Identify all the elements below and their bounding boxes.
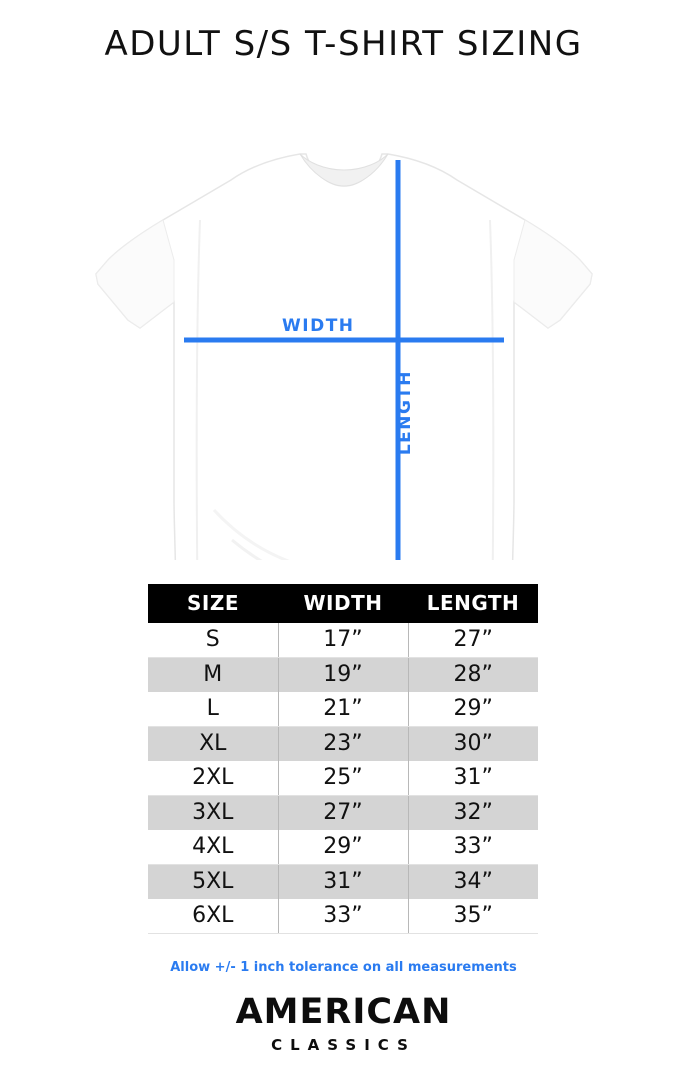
cell-width: 33” (278, 899, 408, 934)
cell-length: 30” (408, 727, 538, 762)
brand-name: AMERICAN (235, 992, 452, 1032)
cell-size: 3XL (148, 796, 278, 831)
table-row (148, 899, 538, 934)
cell-length: 29” (408, 692, 538, 727)
cell-size: L (148, 692, 278, 727)
table-row (148, 727, 538, 762)
table-row (148, 623, 538, 658)
column-header-length: LENGTH (408, 584, 538, 623)
tshirt-illustration (0, 70, 687, 560)
cell-length: 35” (408, 899, 538, 934)
cell-size: M (148, 658, 278, 693)
size-table-container (148, 584, 538, 934)
column-header-width: WIDTH (278, 584, 408, 623)
cell-width: 25” (278, 761, 408, 796)
cell-length: 32” (408, 796, 538, 831)
cell-size: S (148, 623, 278, 658)
size-table (148, 584, 538, 934)
cell-width: 21” (278, 692, 408, 727)
cell-length: 34” (408, 865, 538, 900)
cell-size: 6XL (148, 899, 278, 934)
cell-width: 29” (278, 830, 408, 865)
tolerance-note: Allow +/- 1 inch tolerance on all measurements (170, 960, 517, 975)
tshirt-diagram (0, 70, 687, 560)
table-header-row (148, 584, 538, 623)
cell-width: 17” (278, 623, 408, 658)
table-row (148, 692, 538, 727)
cell-width: 19” (278, 658, 408, 693)
cell-length: 33” (408, 830, 538, 865)
column-header-size: SIZE (148, 584, 278, 623)
width-label: WIDTH (282, 316, 355, 336)
cell-size: 4XL (148, 830, 278, 865)
cell-width: 27” (278, 796, 408, 831)
cell-width: 31” (278, 865, 408, 900)
table-row (148, 830, 538, 865)
cell-size: XL (148, 727, 278, 762)
brand-logo (0, 992, 687, 1054)
length-label: LENGTH (395, 370, 415, 456)
cell-length: 27” (408, 623, 538, 658)
cell-length: 28” (408, 658, 538, 693)
cell-width: 23” (278, 727, 408, 762)
cell-size: 5XL (148, 865, 278, 900)
page-title: ADULT S/S T-SHIRT SIZING (104, 24, 583, 64)
table-row (148, 865, 538, 900)
brand-tagline: CLASSICS (271, 1036, 416, 1054)
table-row (148, 796, 538, 831)
cell-size: 2XL (148, 761, 278, 796)
cell-length: 31” (408, 761, 538, 796)
table-row (148, 658, 538, 693)
table-row (148, 761, 538, 796)
